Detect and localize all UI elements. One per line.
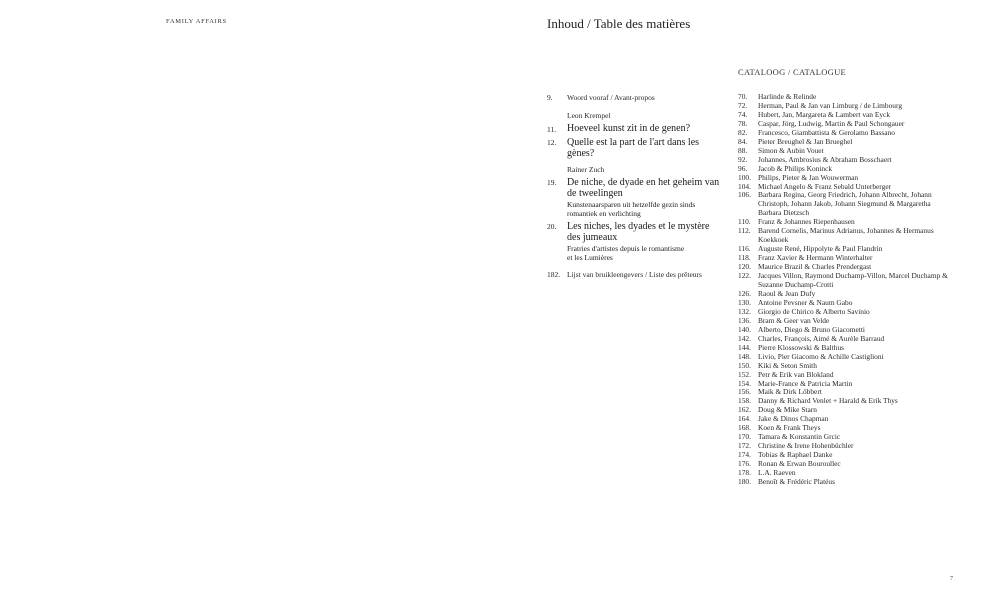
catalogue-artist-names: Livio, Pier Giacomo & Achille Castiglioni — [758, 351, 884, 361]
page-title: Inhoud / Table des matières — [547, 16, 691, 31]
toc-essay-entry[interactable] — [547, 137, 722, 160]
catalogue-page-number: 168. — [738, 423, 751, 433]
toc-page-number: 12. — [547, 138, 557, 147]
catalogue-page-number: 154. — [738, 378, 751, 388]
catalogue-artist-names: Jacques Villon, Raymond Duchamp-Villon, Marcel Duchamp & Suzanne Duchamp-Crotti — [758, 271, 948, 290]
toc-author: Leon Krempel — [567, 111, 611, 120]
catalogue-artist-names: Barend Cornelis, Marinus Adrianus, Johannes & Hermanus Koekkoek — [758, 226, 934, 245]
catalogue-page-number: 118. — [738, 253, 751, 263]
toc-entry-intro[interactable] — [547, 93, 722, 103]
toc-essay-title: Quelle est la part de l'art dans les gènes? — [567, 136, 700, 159]
catalogue-artist-names: Benoît & Frédéric Platéus — [758, 476, 835, 486]
catalogue-artist-names: Francesco, Giambattista & Gerolamo Bassano — [758, 127, 895, 137]
catalogue-page-number: 84. — [738, 136, 748, 146]
catalogue-artist-names: Giorgio de Chirico & Alberto Savinio — [758, 306, 870, 316]
catalogue-artist-names: Michael Angelo & Franz Sebald Unterberger — [758, 181, 892, 191]
catalogue-artist-names: Franz Xavier & Hermann Winterhalter — [758, 253, 873, 263]
catalogue-artist-names: Charles, François, Aimé & Aurèle Barraud — [758, 333, 885, 343]
toc-page-number: 11. — [547, 124, 557, 134]
catalogue-artist-names: Doug & Mike Starn — [758, 405, 817, 415]
catalogue-artist-names: Caspar, Jörg, Ludwig, Martin & Paul Schongauer — [758, 118, 905, 128]
toc-essay-entry[interactable] — [547, 221, 722, 263]
catalogue-page-number: 178. — [738, 468, 751, 478]
toc-essay-title: De niche, de dyade en het geheim van de tweelingen — [567, 176, 720, 199]
catalogue-page-number: 176. — [738, 459, 751, 469]
catalogue-artist-names: Johannes, Ambrosius & Abraham Bosschaert — [758, 154, 892, 164]
catalogue-list — [738, 93, 953, 487]
toc-essay-subtitle: Fratries d'artistes depuis le romantisme et les Lumières — [567, 243, 685, 262]
catalogue-artist-names: Pieter Breughel & Jan Brueghel — [758, 136, 853, 146]
catalogue-page-number: 126. — [738, 288, 751, 298]
catalogue-artist-names: Christine & Irene Hohenbüchler — [758, 441, 854, 451]
catalogue-page-number: 162. — [738, 405, 751, 415]
catalogue-page-number: 82. — [738, 127, 748, 137]
catalogue-artist-names: Harlinde & Relinde — [758, 92, 817, 101]
catalogue-artist-names: Petr & Erik van Blokland — [758, 369, 834, 379]
catalogue-artist-names: Antoine Pevsner & Naum Gabo — [758, 297, 853, 307]
toc-page-number: 20. — [547, 222, 557, 231]
catalogue-page-number: 100. — [738, 172, 751, 182]
catalogue-artist-names: Barbara Regina, Georg Friedrich, Johann Albrecht, Johann Christoph, Johann Jakob, Johann Siegmund & Margaretha Barbara Dietzsch — [758, 190, 932, 218]
table-of-contents — [547, 93, 722, 280]
catalogue-artist-names: Danny & Richard Venlet + Harald & Erik Thys — [758, 396, 898, 406]
catalogue-page-number: 174. — [738, 450, 751, 460]
catalogue-artist-names: Jacob & Philips Koninck — [758, 163, 833, 173]
catalogue-page-number: 116. — [738, 244, 751, 254]
catalogue-page-number: 96. — [738, 163, 748, 173]
catalogue-page-number: 110. — [738, 217, 751, 227]
catalogue-page-number: 156. — [738, 387, 751, 397]
catalogue-artist-names: L.A. Raeven — [758, 468, 796, 478]
toc-page-number: 19. — [547, 178, 557, 187]
catalogue-artist-names: Raoul & Jean Dufy — [758, 288, 816, 298]
catalogue-page-number: 88. — [738, 145, 748, 155]
catalogue-artist-names: Kiki & Seton Smith — [758, 360, 817, 370]
catalogue-page-number: 180. — [738, 476, 751, 486]
catalogue-item[interactable] — [738, 191, 953, 218]
catalogue-page-number: 72. — [738, 100, 748, 110]
catalogue-page-number: 70. — [738, 92, 748, 101]
toc-essay-title: Hoeveel kunst zit in de genen? — [567, 123, 691, 134]
catalogue-artist-names: Philips, Pieter & Jan Wouwerman — [758, 172, 859, 182]
catalogue-page-number: 112. — [738, 226, 751, 236]
toc-page-number: 182. — [547, 269, 561, 279]
catalogue-page-number: 148. — [738, 351, 751, 361]
catalogue-page-number: 140. — [738, 324, 751, 334]
catalogue-item[interactable] — [738, 227, 953, 245]
catalogue-page-number: 144. — [738, 342, 751, 352]
catalogue-heading: CATALOOG / CATALOGUE — [738, 67, 847, 77]
catalogue-artist-names: Simon & Aubin Vouet — [758, 145, 824, 155]
catalogue-artist-names: Hubert, Jan, Margareta & Lambert van Eyck — [758, 109, 891, 119]
catalogue-page-number: 104. — [738, 181, 751, 191]
catalogue-page-number: 122. — [738, 271, 751, 281]
catalogue-page-number: 106. — [738, 190, 751, 200]
catalogue-artist-names: Marie-France & Patricia Martin — [758, 378, 853, 388]
catalogue-artist-names: Franz & Johannes Riepenhausen — [758, 217, 855, 227]
catalogue-page-number: 158. — [738, 396, 751, 406]
catalogue-page-number: 92. — [738, 154, 748, 164]
toc-essay-subtitle: Kunstenaarsparen uit hetzelfde gezin sinds romantiek en verlichting — [567, 199, 696, 218]
catalogue-page-number: 170. — [738, 432, 751, 442]
catalogue-artist-names: Alberto, Diego & Bruno Giacometti — [758, 324, 865, 334]
toc-entry-lenders[interactable] — [547, 270, 722, 280]
page-number: 7 — [950, 576, 953, 582]
catalogue-artist-names: Tobias & Raphael Danke — [758, 450, 833, 460]
catalogue-artist-names: Koen & Frank Theys — [758, 423, 821, 433]
toc-essay-entry[interactable] — [547, 123, 722, 135]
toc-page-number: 9. — [547, 93, 553, 102]
catalogue-item[interactable] — [738, 478, 953, 487]
catalogue-page-number: 136. — [738, 315, 751, 325]
catalogue-page-number: 74. — [738, 109, 748, 119]
running-head: FAMILY AFFAIRS — [166, 18, 227, 25]
catalogue-artist-names: Bram & Geer van Velde — [758, 315, 830, 325]
toc-author: Rainer Zuch — [567, 164, 605, 174]
catalogue-item[interactable] — [738, 272, 953, 290]
catalogue-artist-names: Herman, Paul & Jan van Limburg / de Limbourg — [758, 100, 903, 110]
catalogue-artist-names: Ronan & Erwan Bouroullec — [758, 459, 841, 469]
catalogue-page-number: 150. — [738, 360, 751, 370]
toc-entry-label: Woord vooraf / Avant-propos — [567, 93, 655, 102]
catalogue-page-number: 164. — [738, 414, 751, 424]
catalogue-page-number: 130. — [738, 297, 751, 307]
catalogue-artist-names: Auguste René, Hippolyte & Paul Flandrin — [758, 244, 883, 254]
catalogue-page-number: 120. — [738, 262, 751, 272]
catalogue-page-number: 152. — [738, 369, 751, 379]
catalogue-artist-names: Tamara & Konstantin Grcic — [758, 432, 841, 442]
toc-essay-title: Les niches, les dyades et le mystère des jumeaux — [567, 220, 710, 243]
catalogue-artist-names: Jake & Dinos Chapman — [758, 414, 829, 424]
catalogue-page-number: 172. — [738, 441, 751, 451]
catalogue-artist-names: Maurice Brazil & Charles Prendergast — [758, 262, 872, 272]
catalogue-page-number: 132. — [738, 306, 751, 316]
catalogue-artist-names: Maik & Dirk Löbbert — [758, 387, 822, 397]
catalogue-artist-names: Pierre Klossowski & Balthus — [758, 342, 845, 352]
catalogue-page-number: 142. — [738, 333, 751, 343]
toc-essay-entry[interactable] — [547, 177, 722, 219]
toc-entry-label: Lijst van bruikleengevers / Liste des prêteurs — [567, 269, 702, 279]
catalogue-page-number: 78. — [738, 118, 748, 128]
